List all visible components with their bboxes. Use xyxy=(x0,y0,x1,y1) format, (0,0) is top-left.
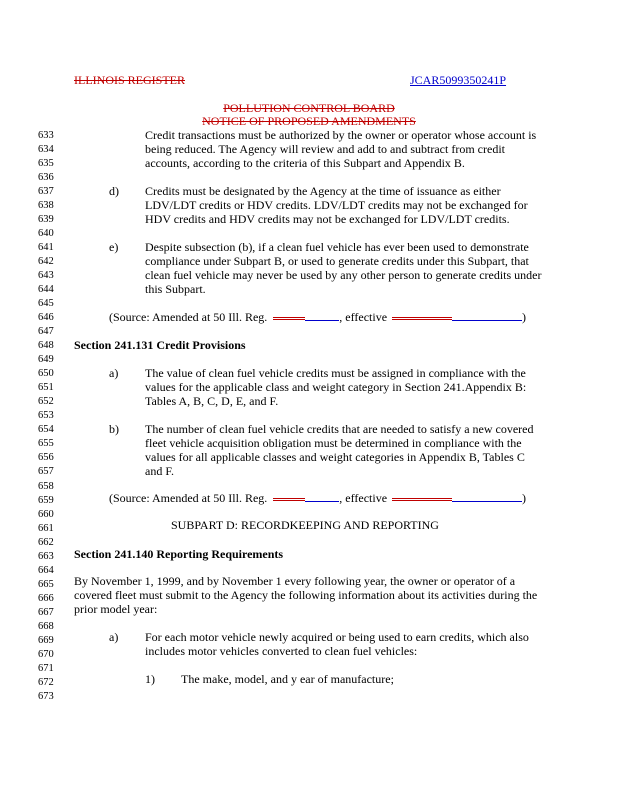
section-heading-241-131: Section 241.131 Credit Provisions xyxy=(74,338,246,352)
body-line: accounts, according to the criteria of this Subpart and Appendix B. xyxy=(145,156,465,170)
inserted-blank xyxy=(305,495,339,502)
line-number: 658 xyxy=(38,480,54,492)
body-line: this Subpart. xyxy=(145,282,206,296)
line-number: 661 xyxy=(38,522,54,534)
body-line: Despite subsection (b), if a clean fuel vehicle has ever been used to demonstrate xyxy=(145,240,529,254)
line-number: 655 xyxy=(38,438,54,450)
body-line: values for all applicable classes and weight categories in Appendix B, Tables C xyxy=(145,450,525,464)
line-number: 633 xyxy=(38,130,54,141)
body-line: The value of clean fuel vehicle credits must be assigned in compliance with the xyxy=(145,366,526,380)
line-number: 642 xyxy=(38,256,54,268)
line-number: 657 xyxy=(38,466,54,478)
line-number: 636 xyxy=(38,172,54,184)
body-line: clean fuel vehicle may never be used by any other person to generate credits under xyxy=(145,268,542,282)
line-number: 663 xyxy=(38,550,54,562)
body-line: compliance under Subpart B, or used to generate credits under this Subpart, that xyxy=(145,254,529,268)
body-line: The make, model, and y ear of manufacture; xyxy=(181,672,394,686)
line-number: 656 xyxy=(38,452,54,464)
line-number: 653 xyxy=(38,410,54,422)
line-number: 645 xyxy=(38,298,54,310)
body-line: For each motor vehicle newly acquired or being used to earn credits, which also xyxy=(145,630,529,644)
body-line: being reduced. The Agency will review and add to and subtract from credit xyxy=(145,142,505,156)
line-number: 669 xyxy=(38,634,54,646)
line-number: 644 xyxy=(38,284,54,296)
line-number: 659 xyxy=(38,494,54,506)
line-number: 648 xyxy=(38,340,54,352)
line-number: 647 xyxy=(38,326,54,338)
body-line: fleet vehicle acquisition obligation must be determined in compliance with the xyxy=(145,436,522,450)
inserted-blank xyxy=(305,314,339,321)
line-number: 651 xyxy=(38,382,54,394)
line-number: 652 xyxy=(38,396,54,408)
line-number: 662 xyxy=(38,536,54,548)
source-note xyxy=(109,491,526,505)
item-label-1: 1) xyxy=(145,672,155,686)
body-line: covered fleet must submit to the Agency the following information about its activities during the xyxy=(74,588,538,602)
subsection-label-b: b) xyxy=(109,422,119,436)
line-number: 646 xyxy=(38,312,54,324)
line-number: 635 xyxy=(38,158,54,170)
body-line: The number of clean fuel vehicle credits that are needed to satisfy a new covered xyxy=(145,422,534,436)
line-number: 673 xyxy=(38,690,54,702)
notice-title: NOTICE OF PROPOSED AMENDMENTS xyxy=(202,114,416,128)
line-number: 668 xyxy=(38,620,54,632)
source-prefix: (Source: Amended at 50 Ill. Reg. xyxy=(109,310,268,324)
section-heading-241-140: Section 241.140 Reporting Requirements xyxy=(74,547,284,561)
body-line: By November 1, 1999, and by November 1 every following year, the owner or operator of a xyxy=(74,574,516,588)
line-number: 634 xyxy=(38,144,54,156)
line-number: 671 xyxy=(38,662,54,674)
deleted-blank xyxy=(273,498,305,501)
body-line: values for the applicable class and weight category in Section 241.Appendix B: xyxy=(145,380,527,394)
inserted-blank xyxy=(452,314,522,321)
body-line: and F. xyxy=(145,464,175,478)
source-close: ) xyxy=(522,310,527,324)
source-close: ) xyxy=(522,491,527,505)
source-effective: , effective xyxy=(339,491,388,505)
body-line: prior model year: xyxy=(74,602,158,616)
subsection-label-a: a) xyxy=(109,366,119,380)
source-note xyxy=(109,310,526,324)
line-number: 637 xyxy=(38,186,54,198)
register-title: ILLINOIS REGISTER xyxy=(74,73,185,87)
line-number: 639 xyxy=(38,214,54,226)
line-number: 641 xyxy=(38,242,54,254)
deleted-blank xyxy=(392,498,452,501)
subpart-d-heading: SUBPART D: RECORDKEEPING AND REPORTING xyxy=(171,518,439,532)
line-number: 666 xyxy=(38,592,54,604)
body-line: LDV/LDT credits or HDV credits. LDV/LDT credits may not be exchanged for xyxy=(145,198,528,212)
subsection-label-d: d) xyxy=(109,184,119,198)
board-title: POLLUTION CONTROL BOARD xyxy=(223,101,395,115)
subsection-label-a: a) xyxy=(109,630,119,644)
deleted-blank xyxy=(273,317,305,320)
deleted-blank xyxy=(392,317,452,320)
line-number: 660 xyxy=(38,508,54,520)
line-number: 654 xyxy=(38,424,54,436)
body-line: Credit transactions must be authorized by the owner or operator whose account is xyxy=(145,128,537,142)
body-line: Credits must be designated by the Agency at the time of issuance as either xyxy=(145,184,501,198)
line-number: 638 xyxy=(38,200,54,212)
subsection-label-e: e) xyxy=(109,240,119,254)
body-line: includes motor vehicles converted to clean fuel vehicles: xyxy=(145,644,418,658)
source-prefix: (Source: Amended at 50 Ill. Reg. xyxy=(109,491,268,505)
line-number: 665 xyxy=(38,578,54,590)
line-number: 650 xyxy=(38,368,54,380)
line-number: 672 xyxy=(38,676,54,688)
line-number: 640 xyxy=(38,228,54,240)
line-number: 649 xyxy=(38,354,54,366)
line-number: 664 xyxy=(38,564,54,576)
inserted-blank xyxy=(452,495,522,502)
line-number: 670 xyxy=(38,648,54,660)
line-number: 667 xyxy=(38,606,54,618)
body-line: Tables A, B, C, D, E, and F. xyxy=(145,394,279,408)
line-number: 643 xyxy=(38,270,54,282)
document-id-link[interactable]: JCAR5099350241P xyxy=(410,73,507,87)
body-line: HDV credits and HDV credits may not be exchanged for LDV/LDT credits. xyxy=(145,212,510,226)
source-effective: , effective xyxy=(339,310,388,324)
